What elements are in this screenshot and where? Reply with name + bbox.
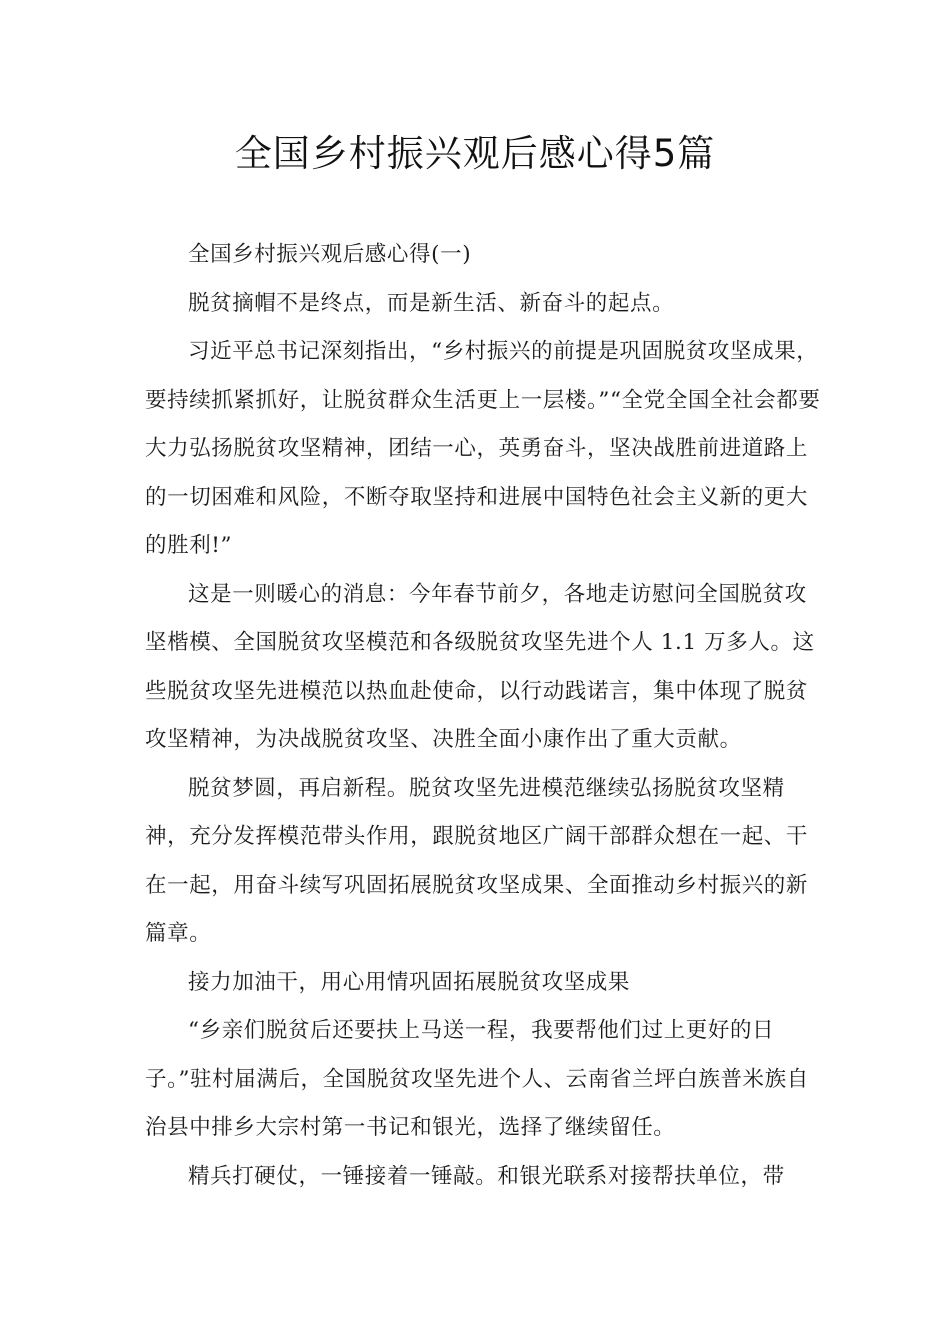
- paragraph: 这是一则暖心的消息：今年春节前夕，各地走访慰问全国脱贫攻坚楷模、全国脱贫攻坚模范和各级脱贫攻坚先进个人 1.1 万多人。这些脱贫攻坚先进模范以热血赴使命，以行动践诺言，集中体现了脱贫攻坚精神，为决战脱贫攻坚、决胜全面小康作出了重大贡献。: [145, 581, 815, 752]
- paragraph: 脱贫梦圆，再启新程。脱贫攻坚先进模范继续弘扬脱贫攻坚精神，充分发挥模范带头作用，跟脱贫地区广阔干部群众想在一起、干在一起，用奋斗续写巩固拓展脱贫攻坚成果、全面推动乡村振兴的新篇章。: [145, 775, 809, 946]
- paragraph: “乡亲们脱贫后还要扶上马送一程，我要帮他们过上更好的日子。”驻村届满后，全国脱贫攻坚先进个人、云南省兰坪白族普米族自治县中排乡大宗村第一书记和银光，选择了继续留任。: [145, 1018, 809, 1140]
- document-title: 全国乡村振兴观后感心得5篇: [234, 132, 716, 175]
- document-body: [145, 231, 825, 1201]
- paragraph-heading: 接力加油干，用心用情巩固拓展脱贫攻坚成果: [188, 969, 631, 995]
- paragraph: 脱贫摘帽不是终点，而是新生活、新奋斗的起点。: [188, 290, 675, 316]
- paragraph: 精兵打硬仗，一锤接着一锤敲。和银光联系对接帮扶单位，带: [188, 1163, 785, 1189]
- paragraph-subtitle: 全国乡村振兴观后感心得(一): [188, 242, 472, 267]
- paragraph: 习近平总书记深刻指出，“乡村振兴的前提是巩固脱贫攻坚成果，要持续抓紧抓好，让脱贫群众生活更上一层楼。”“全党全国全社会都要大力弘扬脱贫攻坚精神，团结一心，英勇奋斗，坚决战胜前进道路上的一切困难和风险，不断夺取坚持和进展中国特色社会主义新的更大的胜利!”: [145, 339, 821, 558]
